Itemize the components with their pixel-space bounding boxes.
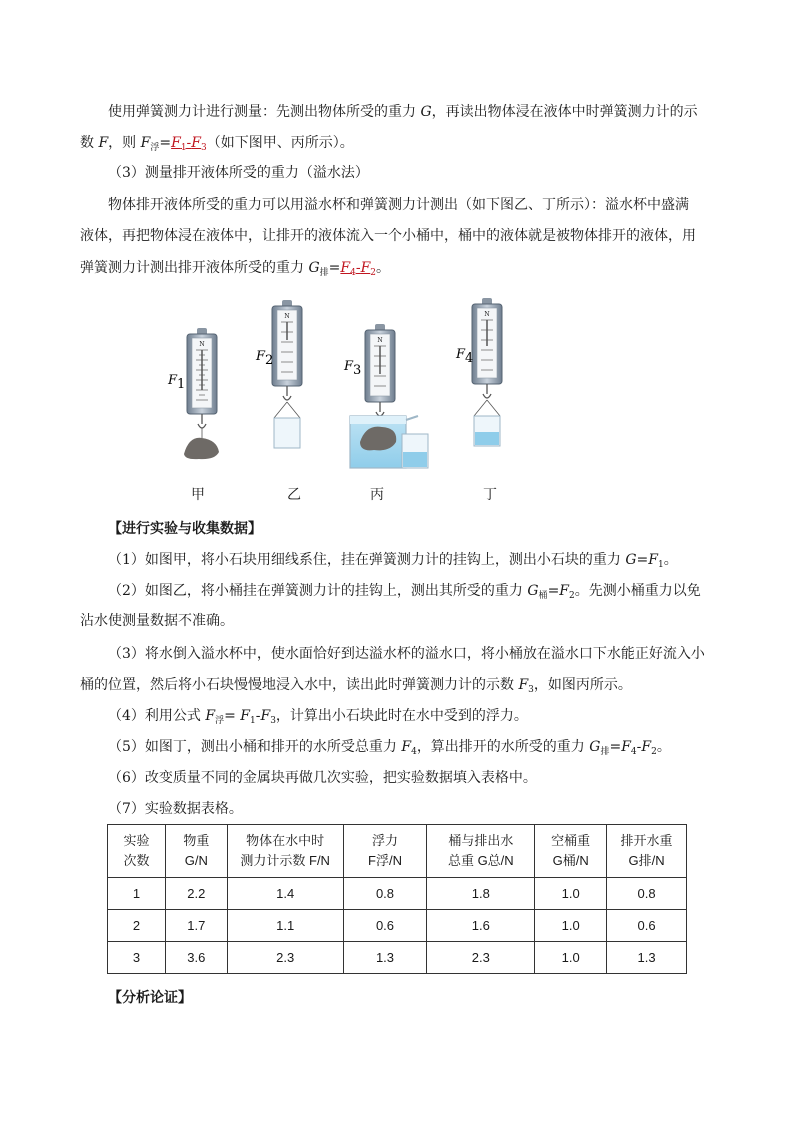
table-header-row <box>108 825 687 878</box>
table-cell: 1.3 <box>343 942 427 974</box>
overflow-can <box>350 416 428 468</box>
table-cell: 1.0 <box>535 910 607 942</box>
svg-text:N: N <box>199 341 205 348</box>
label-f2-sub: 2 <box>265 353 274 368</box>
experiment-figure <box>160 292 560 508</box>
table-cell: 2.3 <box>227 942 343 974</box>
formula-displaced: $F_4-F_2$ <box>340 260 377 278</box>
caption-yi: 乙 <box>287 487 301 503</box>
table-cell: 1.8 <box>427 878 535 910</box>
formula-buoyancy: $F_1-F_3$ <box>171 135 207 153</box>
label-f4: F <box>456 347 466 362</box>
label-f1-sub: 1 <box>177 377 186 392</box>
table-cell: 1.7 <box>165 910 227 942</box>
spring-scale-1 <box>184 328 219 459</box>
table-cell: 0.8 <box>607 878 687 910</box>
label-f4-sub: 4 <box>465 351 474 366</box>
para-line: 液体，再把物体浸在液体中，让排开的液体流入一个小桶中，桶中的液体就是被物体排开的液体，用 <box>80 228 696 244</box>
var-g: G <box>420 104 432 120</box>
text: = <box>159 135 172 151</box>
text: 弹簧测力计测出排开液体所受的重力 <box>80 260 309 276</box>
label-f3-sub: 3 <box>353 363 362 378</box>
table-cell: 3 <box>108 942 166 974</box>
table-cell: 1 <box>108 878 166 910</box>
step-1: （1）如图甲，将小石块用细线系住，挂在弹簧测力计的挂钩上，测出小石块的重力 $G=F_1$。 <box>108 552 678 570</box>
var-f: F <box>140 135 151 151</box>
subscript: 排 <box>319 268 329 278</box>
svg-text:N: N <box>284 313 290 320</box>
table-cell: 1.6 <box>427 910 535 942</box>
label-f1: F <box>168 373 178 388</box>
text: 数 <box>80 135 99 151</box>
caption-ding: 丁 <box>483 487 497 503</box>
table-cell: 1.0 <box>535 878 607 910</box>
table-cell: 0.6 <box>607 910 687 942</box>
section-heading: 【进行实验与收集数据】 <box>108 521 262 537</box>
table-cell: 1.0 <box>535 942 607 974</box>
col-header: 排开水重 G排/N <box>607 825 687 878</box>
text: 使用弹簧测力计进行测量：先测出物体所受的重力 <box>108 104 421 120</box>
table-cell: 0.8 <box>343 878 427 910</box>
table-row <box>108 878 687 910</box>
table-row <box>108 910 687 942</box>
text: 。 <box>376 260 391 276</box>
spring-scale-2 <box>272 300 302 448</box>
col-header: 物体在水中时 测力计示数 F/N <box>227 825 343 878</box>
text: （如下图甲、丙所示）。 <box>206 135 354 151</box>
step-2: （2）如图乙，将小桶挂在弹簧测力计的挂钩上，测出其所受的重力 $G_桶=F_2$。先测小桶重力以免 <box>108 583 701 601</box>
spring-scale-4 <box>472 298 502 446</box>
col-header: 桶与排出水 总重 G总/N <box>427 825 535 878</box>
col-header: 物重 G/N <box>165 825 227 878</box>
para-line <box>80 133 354 153</box>
step-4: （4）利用公式 $F_浮= F_1-F_3$，计算出小石块此时在水中受到的浮力。 <box>108 708 528 726</box>
subscript: 浮 <box>150 143 160 153</box>
caption-jia: 甲 <box>191 487 205 503</box>
table-cell: 1.1 <box>227 910 343 942</box>
text: ，则 <box>108 135 141 151</box>
step-3: （3）将水倒入溢水杯中，使水面恰好到达溢水杯的溢水口，将小桶放在溢水口下水能正好流入小 <box>108 646 705 662</box>
table-cell: 2 <box>108 910 166 942</box>
label-f3: F <box>344 359 354 374</box>
step-7: （7）实验数据表格。 <box>108 801 243 817</box>
table-cell: 0.6 <box>343 910 427 942</box>
step-6: （6）改变质量不同的金属块再做几次实验，把实验数据填入表格中。 <box>108 770 537 786</box>
var-g: G <box>308 260 320 276</box>
step-2-cont: 沾水使测量数据不准确。 <box>80 613 234 629</box>
para-line <box>108 102 698 122</box>
svg-text:N: N <box>484 311 490 318</box>
step-3-cont: 桶的位置，然后将小石块慢慢地浸入水中，读出此时弹簧测力计的示数 $F_3$，如图丙所示。 <box>80 677 632 695</box>
label-f2: F <box>256 349 266 364</box>
para-line: 物体排开液体所受的重力可以用溢水杯和弹簧测力计测出（如下图乙、丁所示）：溢水杯中盛满 <box>108 197 689 213</box>
col-header: 浮力 F浮/N <box>343 825 427 878</box>
table-row <box>108 942 687 974</box>
table-cell: 1.3 <box>607 942 687 974</box>
var-f: F <box>98 135 109 151</box>
section-heading-analysis: 【分析论证】 <box>108 990 192 1006</box>
table-cell: 2.2 <box>165 878 227 910</box>
data-table <box>107 824 687 974</box>
table-cell: 2.3 <box>427 942 535 974</box>
para-line <box>80 258 390 278</box>
table-cell: 1.4 <box>227 878 343 910</box>
text: = <box>328 260 341 276</box>
caption-bing: 丙 <box>370 487 384 503</box>
spring-scale-3 <box>365 324 395 424</box>
svg-text:N: N <box>377 337 383 344</box>
step-5: （5）如图丁，测出小桶和排开的水所受总重力 $F_4$，算出排开的水所受的重力 $G_排=F_4-F_2$。 <box>108 739 671 757</box>
col-header: 空桶重 G桶/N <box>535 825 607 878</box>
text: ，再读出物体浸在液体中时弹簧测力计的示 <box>431 104 698 120</box>
table-cell: 3.6 <box>165 942 227 974</box>
subheading: （3）测量排开液体所受的重力（溢水法） <box>108 165 369 181</box>
col-header: 实验 次数 <box>108 825 166 878</box>
